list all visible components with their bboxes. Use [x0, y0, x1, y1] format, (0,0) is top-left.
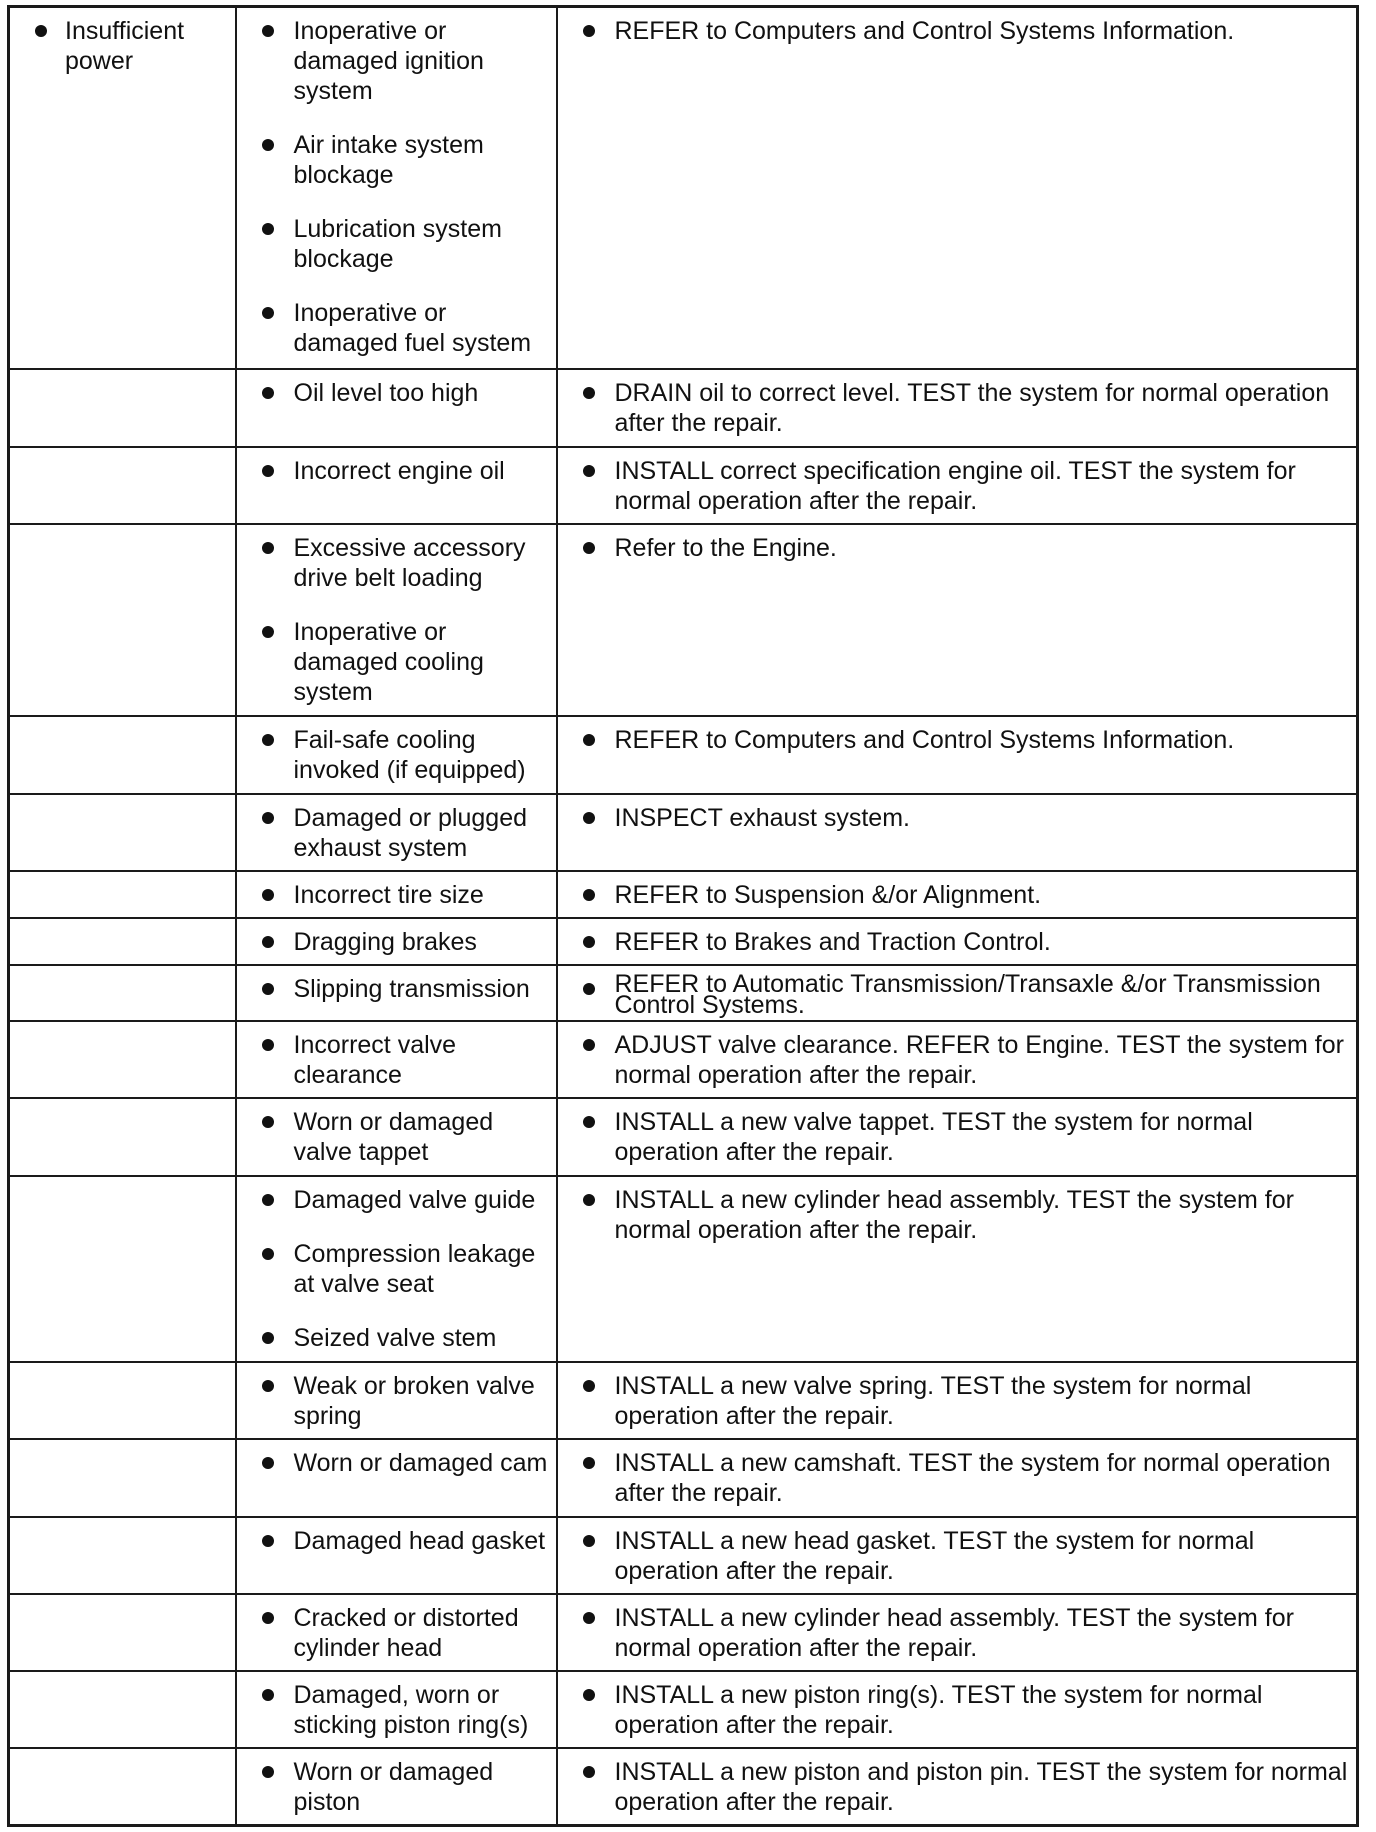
symptom-cell [9, 716, 236, 793]
diagnosis-table [7, 5, 1359, 1827]
symptom-cell [9, 1362, 236, 1439]
action-cell [557, 1594, 1358, 1671]
cause-cell [236, 1098, 557, 1175]
action-cell [557, 1098, 1358, 1175]
symptom-cell [9, 965, 236, 1021]
action-item: ADJUST valve clearance. REFER to Engine. TEST the system for normal operation after the repair. [558, 1030, 1351, 1090]
action-cell [557, 1362, 1358, 1439]
symptom-cell [9, 1748, 236, 1825]
action-item: REFER to Computers and Control Systems Information. [558, 725, 1351, 755]
table-row [9, 918, 1358, 965]
symptom-cell [9, 1021, 236, 1098]
cause-cell [236, 965, 557, 1021]
symptom-cell [9, 794, 236, 871]
table-row [9, 1021, 1358, 1098]
cause-cell [236, 524, 557, 717]
cause-item: Inoperative or damaged ignition system [237, 16, 550, 106]
cause-item: Damaged head gasket [237, 1526, 550, 1556]
action-item: INSTALL a new head gasket. TEST the system for normal operation after the repair. [558, 1526, 1351, 1586]
table-row [9, 1098, 1358, 1175]
cause-item: Compression leakage at valve seat [237, 1239, 550, 1299]
action-item: INSTALL a new cylinder head assembly. TEST the system for normal operation after the repair. [558, 1603, 1351, 1663]
cause-item: Weak or broken valve spring [237, 1371, 550, 1431]
cause-item: Damaged, worn or sticking piston ring(s) [237, 1680, 550, 1740]
cause-item: Damaged valve guide [237, 1185, 550, 1215]
cause-item: Air intake system blockage [237, 130, 550, 190]
cause-cell [236, 1517, 557, 1594]
action-cell [557, 7, 1358, 370]
symptom-cell [9, 7, 236, 370]
action-item: INSTALL a new piston ring(s). TEST the system for normal operation after the repair. [558, 1680, 1351, 1740]
diagnosis-table-body [9, 7, 1358, 1826]
action-cell [557, 1517, 1358, 1594]
action-cell [557, 524, 1358, 717]
action-item: INSTALL a new camshaft. TEST the system for normal operation after the repair. [558, 1448, 1351, 1508]
action-item: INSTALL a new valve spring. TEST the system for normal operation after the repair. [558, 1371, 1351, 1431]
cause-item: Lubrication system blockage [237, 214, 550, 274]
symptom-cell [9, 1439, 236, 1516]
table-row [9, 871, 1358, 918]
symptom-cell [9, 524, 236, 717]
table-row [9, 369, 1358, 446]
cause-item: Damaged or plugged exhaust system [237, 803, 550, 863]
action-cell [557, 447, 1358, 524]
action-cell [557, 1671, 1358, 1748]
cause-item: Excessive accessory drive belt loading [237, 533, 550, 593]
cause-item: Worn or damaged piston [237, 1757, 550, 1817]
action-item: INSTALL a new cylinder head assembly. TEST the system for normal operation after the repair. [558, 1185, 1351, 1245]
symptom-cell [9, 1671, 236, 1748]
cause-cell [236, 918, 557, 965]
action-cell [557, 794, 1358, 871]
action-item: Refer to the Engine. [558, 533, 1351, 563]
cause-cell [236, 1748, 557, 1825]
action-cell [557, 1439, 1358, 1516]
cause-cell [236, 871, 557, 918]
action-item: REFER to Automatic Transmission/Transaxle &/or Transmission Control Systems. [558, 974, 1351, 1016]
action-cell [557, 716, 1358, 793]
cause-cell [236, 1362, 557, 1439]
symptom-cell [9, 918, 236, 965]
cause-cell [236, 369, 557, 446]
cause-item: Slipping transmission [237, 974, 550, 1004]
action-cell [557, 1748, 1358, 1825]
symptom-cell [9, 447, 236, 524]
table-row [9, 1517, 1358, 1594]
table-row [9, 524, 1358, 717]
action-item: INSTALL a new piston and piston pin. TEST the system for normal operation after the repair. [558, 1757, 1351, 1817]
table-row [9, 1594, 1358, 1671]
cause-cell [236, 1176, 557, 1363]
action-cell [557, 1021, 1358, 1098]
symptom-cell [9, 1176, 236, 1363]
action-cell [557, 918, 1358, 965]
action-item: INSTALL a new valve tappet. TEST the system for normal operation after the repair. [558, 1107, 1351, 1167]
table-row [9, 1748, 1358, 1825]
table-row [9, 1439, 1358, 1516]
action-cell [557, 1176, 1358, 1363]
table-row [9, 965, 1358, 1021]
action-item: INSPECT exhaust system. [558, 803, 1351, 833]
cause-cell [236, 7, 557, 370]
cause-cell [236, 716, 557, 793]
cause-item: Oil level too high [237, 378, 550, 408]
symptom-text: Insufficient power [10, 16, 229, 76]
action-item: REFER to Computers and Control Systems Information. [558, 16, 1351, 46]
table-row [9, 1671, 1358, 1748]
action-item: REFER to Brakes and Traction Control. [558, 927, 1351, 957]
action-item: INSTALL correct specification engine oil. TEST the system for normal operation after the repair. [558, 456, 1351, 516]
action-cell [557, 369, 1358, 446]
cause-cell [236, 794, 557, 871]
symptom-cell [9, 1517, 236, 1594]
action-cell [557, 965, 1358, 1021]
cause-cell [236, 1671, 557, 1748]
table-row [9, 1362, 1358, 1439]
table-row [9, 794, 1358, 871]
table-row [9, 716, 1358, 793]
cause-item: Inoperative or damaged cooling system [237, 617, 550, 707]
symptom-cell [9, 1594, 236, 1671]
cause-item: Cracked or distorted cylinder head [237, 1603, 550, 1663]
cause-item: Incorrect tire size [237, 880, 550, 910]
symptom-cell [9, 369, 236, 446]
table-row [9, 7, 1358, 370]
cause-item: Worn or damaged cam [237, 1448, 550, 1478]
action-item: DRAIN oil to correct level. TEST the system for normal operation after the repair. [558, 378, 1351, 438]
cause-cell [236, 1439, 557, 1516]
action-item: REFER to Suspension &/or Alignment. [558, 880, 1351, 910]
cause-item: Incorrect valve clearance [237, 1030, 550, 1090]
symptom-cell [9, 871, 236, 918]
cause-item: Seized valve stem [237, 1323, 550, 1353]
cause-cell [236, 1594, 557, 1671]
cause-item: Dragging brakes [237, 927, 550, 957]
cause-item: Fail-safe cooling invoked (if equipped) [237, 725, 550, 785]
table-row [9, 1176, 1358, 1363]
symptom-cell [9, 1098, 236, 1175]
cause-cell [236, 1021, 557, 1098]
action-cell [557, 871, 1358, 918]
table-row [9, 447, 1358, 524]
cause-cell [236, 447, 557, 524]
cause-item: Worn or damaged valve tappet [237, 1107, 550, 1167]
cause-item: Incorrect engine oil [237, 456, 550, 486]
cause-item: Inoperative or damaged fuel system [237, 298, 550, 358]
